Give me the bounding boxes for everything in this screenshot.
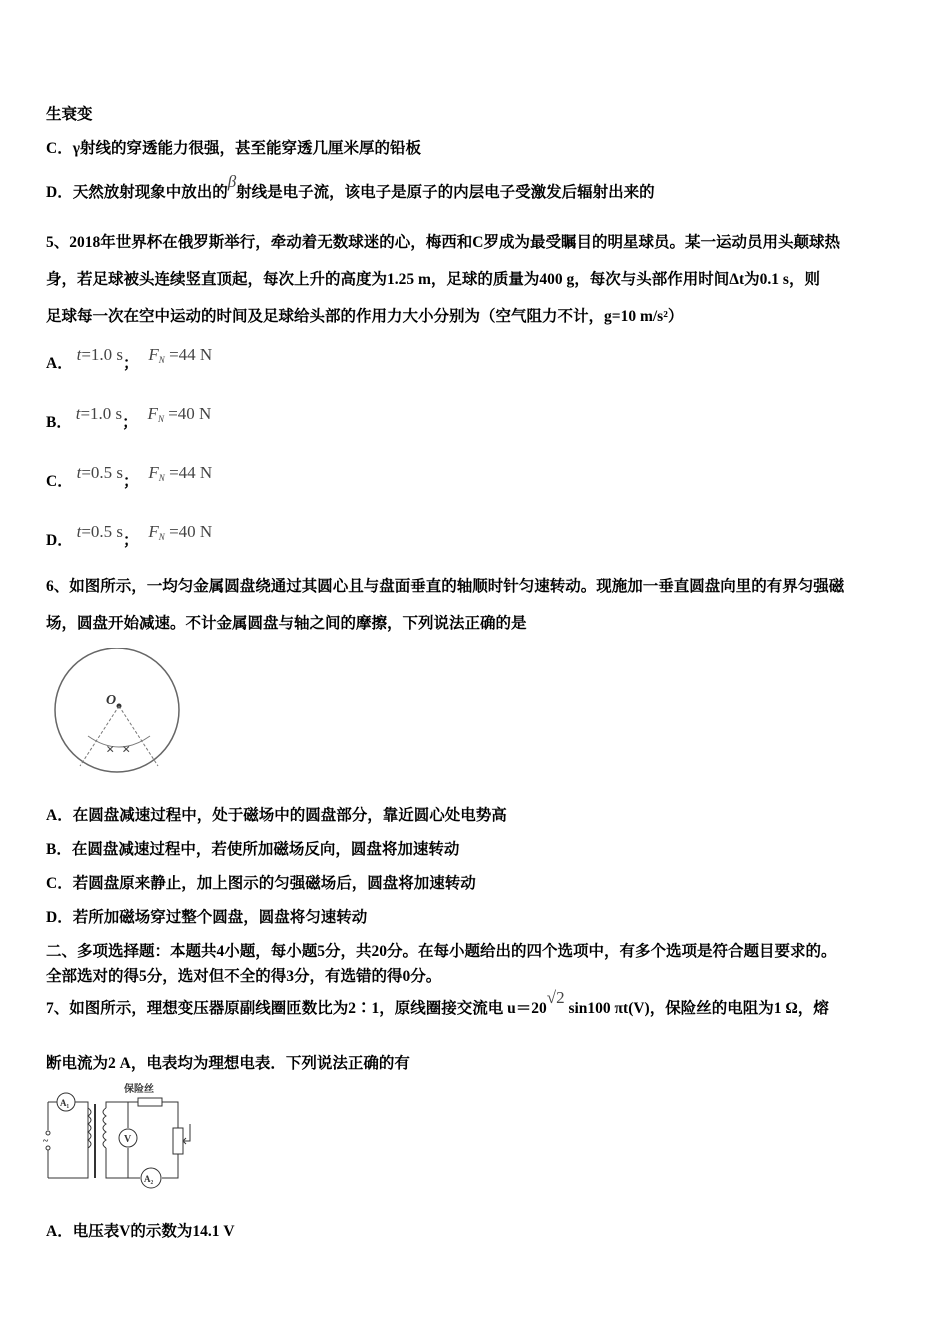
q5-option xyxy=(46,402,212,431)
force-formula: $F_N =40$ N xyxy=(147,404,212,424)
q6-option-a: A．在圆盘减速过程中，处于磁场中的圆盘部分，靠近圆心处电势高 xyxy=(46,807,507,824)
beta-symbol: β xyxy=(227,172,237,191)
q5-option xyxy=(46,461,213,490)
svg-text:V: V xyxy=(124,1134,132,1145)
separator: ； xyxy=(122,414,138,431)
option-d-text: D．天然放射现象中放出的 xyxy=(46,184,228,201)
svg-text:A₁: A₁ xyxy=(60,1098,70,1108)
force-formula: $F_N =40$ N xyxy=(148,522,213,542)
q5-option xyxy=(46,520,213,549)
q5-line2: 身，若足球被头连续竖直顶起，每次上升的高度为1.25 m，足球的质量为400 g，每次与头部作用时间Δt为0.1 s，则 xyxy=(46,271,820,288)
fuse xyxy=(138,1098,162,1106)
q6-option-b: B．在圆盘减速过程中，若使所加磁场反向，圆盘将加速转动 xyxy=(46,841,460,858)
q7-line1 xyxy=(46,988,829,1018)
q6-line2: 场，圆盘开始减速。不计金属圆盘与轴之间的摩擦，下列说法正确的是 xyxy=(46,615,527,632)
separator: ； xyxy=(123,473,139,490)
field-cross-icon: × xyxy=(106,742,115,758)
sqrt-two: √2 xyxy=(546,988,565,1007)
separator: ； xyxy=(123,355,139,372)
secondary-coil xyxy=(103,1108,106,1148)
q7-text: 7、如图所示，理想变压器原副线圈匝数比为2∶1，原线圈接交流电 u＝20 xyxy=(46,1000,547,1017)
time-formula: t=1.0 s xyxy=(75,404,123,423)
svg-text:A₂: A₂ xyxy=(144,1174,154,1184)
q7-text-2: sin100 πt(V)，保险丝的电阻为1 Ω，熔 xyxy=(564,1000,829,1017)
option-d xyxy=(46,172,655,202)
center-label: O xyxy=(106,693,117,708)
force-formula: $F_N =44$ N xyxy=(148,463,213,483)
time-formula: t=1.0 s xyxy=(76,345,124,364)
q7-line2: 断电流为2 A，电表均为理想电表．下列说法正确的有 xyxy=(46,1055,410,1072)
section2-line2: 全部选对的得5分，选对但不全的得3分，有选错的得0分。 xyxy=(46,968,442,985)
svg-text:保险丝: 保险丝 xyxy=(124,1084,154,1095)
text-line: 生衰变 xyxy=(46,106,93,123)
option-label: A． xyxy=(46,355,73,372)
disk-circle xyxy=(55,648,179,772)
q6-option-d: D．若所加磁场穿过整个圆盘，圆盘将匀速转动 xyxy=(46,909,368,926)
option-label: D． xyxy=(46,532,73,549)
q5-line3: 足球每一次在空中运动的时间及足球给头部的作用力大小分别为（空气阻力不计，g=10 m/s²） xyxy=(46,308,684,325)
q7-option-a: A．电压表V的示数为14.1 V xyxy=(46,1223,235,1240)
separator: ； xyxy=(123,532,139,549)
rheostat xyxy=(173,1128,183,1154)
transformer-figure xyxy=(40,1078,200,1193)
option-label: C． xyxy=(46,473,73,490)
force-formula: $F_N =44$ N xyxy=(148,345,213,365)
option-c: C．γ射线的穿透能力很强，甚至能穿透几厘米厚的铅板 xyxy=(46,140,421,157)
field-cross-icon: × xyxy=(122,742,131,758)
svg-text:~: ~ xyxy=(43,1136,49,1147)
time-formula: t=0.5 s xyxy=(76,522,124,541)
q5-option xyxy=(46,343,213,372)
q5-line1: 5、2018年世界杯在俄罗斯举行，牵动着无数球迷的心，梅西和C罗成为最受瞩目的明星球员。某一运动员用头颠球热 xyxy=(46,234,840,251)
q6-line1: 6、如图所示，一均匀金属圆盘绕通过其圆心且与盘面垂直的轴顺时针匀速转动。现施加一垂直圆盘向里的有界匀强磁 xyxy=(46,578,845,595)
section2-line1: 二、多项选择题：本题共4小题，每小题5分，共20分。在每小题给出的四个选项中，有多个选项是符合题目要求的。 xyxy=(46,943,837,960)
option-d-text-2: 射线是电子流，该电子是原子的内层电子受激发后辐射出来的 xyxy=(236,184,655,201)
time-formula: t=0.5 s xyxy=(76,463,124,482)
field-arc xyxy=(88,736,150,747)
option-label: B． xyxy=(46,414,72,431)
q6-option-c: C．若圆盘原来静止，加上图示的匀强磁场后，圆盘将加速转动 xyxy=(46,875,476,892)
disk-figure xyxy=(50,648,185,773)
